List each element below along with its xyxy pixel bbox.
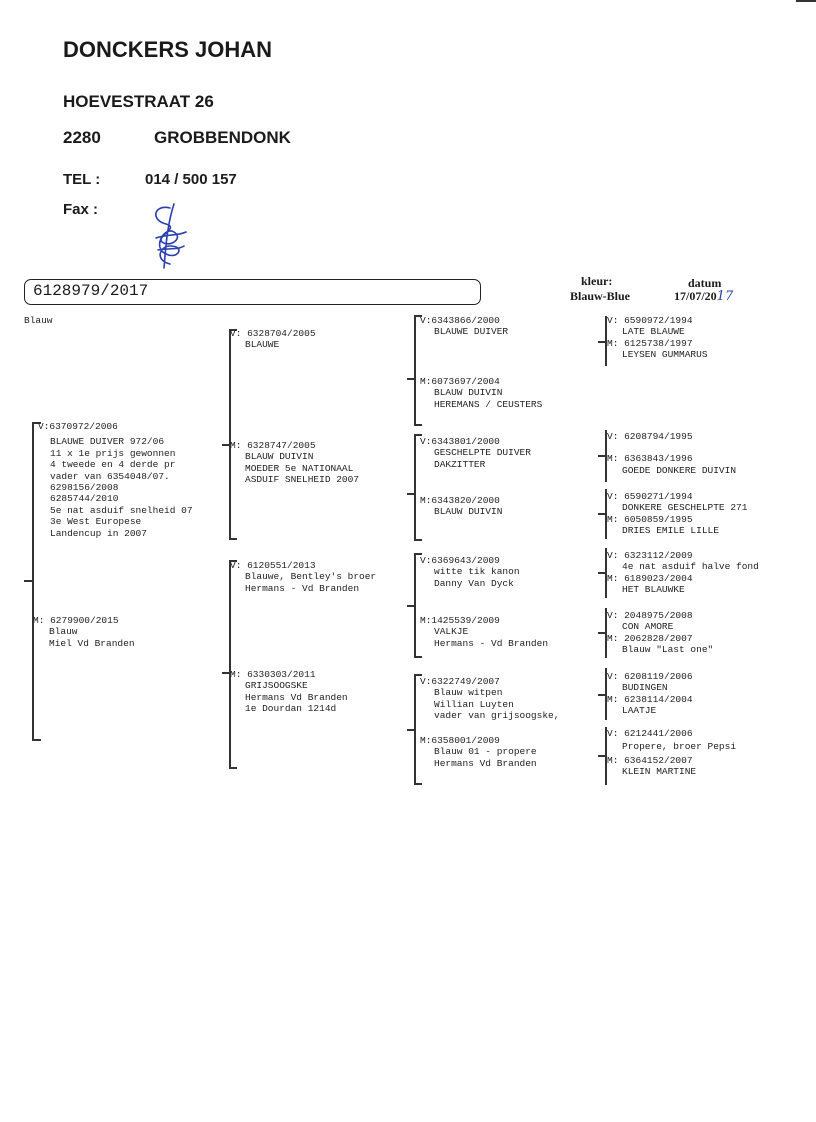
g2-mother-father: V: 6120551/2013 Blauwe, Bentley's broer Hermans - Vd Branden — [230, 560, 377, 594]
bracket-g3-2-vertical — [414, 434, 416, 540]
bracket-g4-4-mid — [598, 572, 606, 574]
g4-block-6: V: 6208119/2006 BUDINGEN M: 6238114/2004 LAATJE — [607, 671, 693, 717]
bracket-g3-3-bottom — [414, 656, 422, 658]
g3-entry-2: M:6073697/2004 BLAUW DUIVIN HEREMANS / CEUSTERS — [420, 376, 543, 410]
g3-entry-6: M:1425539/2009 VALKJE Hermans - Vd Branden — [420, 615, 549, 649]
bracket-g3-1-bottom — [414, 424, 422, 426]
bracket-g3-2-bottom — [414, 539, 422, 541]
g4-block-2: V: 6208794/1995 M: 6363843/1996 GOEDE DONKERE DUIVIN — [607, 431, 737, 476]
bracket-g2a-mid — [222, 444, 230, 446]
g3-entry-8: M:6358001/2009 Blauw 01 - propere Hermans Vd Branden — [420, 735, 537, 769]
g4-block-7: V: 6212441/2006 Propere, broer Pepsi M: 6364152/2007 KLEIN MARTINE — [607, 728, 737, 778]
ring-number: 6128979/2017 — [33, 282, 149, 300]
bracket-g2a-vertical — [229, 329, 231, 539]
bracket-g3-3-mid — [407, 605, 415, 607]
bracket-g3-2-mid — [407, 493, 415, 495]
g2-father-father: V: 6328704/2005 BLAUWE — [230, 328, 316, 351]
bracket-g3-4-mid — [407, 729, 415, 731]
g4-block-3: V: 6590271/1994 DONKERE GESCHELPTE 271 M: 6050859/1995 DRIES EMILE LILLE — [607, 491, 748, 537]
g4-block-1: V: 6590972/1994 LATE BLAUWE M: 6125738/1997 LEYSEN GUMMARUS — [607, 315, 708, 361]
tel-label: TEL : — [63, 171, 101, 188]
bracket-g4-5-mid — [598, 632, 606, 634]
g3-entry-3: V:6343801/2000 GESCHELPTE DUIVER DAKZITTER — [420, 436, 531, 470]
bracket-g3-1-vertical — [414, 315, 416, 425]
g3-entry-1: V:6343866/2000 BLAUWE DUIVER — [420, 315, 509, 338]
datum-label: datum — [688, 276, 722, 290]
bracket-g2b-bottom — [229, 767, 237, 769]
owner-city: GROBBENDONK — [154, 128, 291, 147]
tel-value: 014 / 500 157 — [145, 171, 237, 188]
bracket-g4-3-mid — [598, 513, 606, 515]
fax-label: Fax : — [63, 201, 99, 218]
owner-street: HOEVESTRAAT 26 — [63, 92, 214, 111]
datum-printed: 17/07/20 — [674, 289, 717, 303]
bracket-g4-2-mid — [598, 455, 606, 457]
datum-value — [674, 289, 733, 304]
bracket-g2b-mid — [222, 672, 230, 674]
bracket-g1-mid — [24, 580, 33, 582]
g1-mother: M: 6279900/2015 Blauw Miel Vd Branden — [33, 615, 135, 649]
kleur-label: kleur: — [581, 274, 613, 288]
g3-entry-7: V:6322749/2007 Blauw witpen Willian Luyten vader van grijsoogske, — [420, 676, 560, 722]
owner-postal-code: 2280 — [63, 128, 101, 147]
pigeon-color: Blauw — [24, 315, 53, 326]
g4-block-5: V: 2048975/2008 CON AMORE M: 2062828/2007 Blauw "Last one" — [607, 610, 714, 656]
signature — [140, 198, 200, 270]
datum-handwritten: 17 — [716, 289, 734, 304]
bracket-g3-4-bottom — [414, 783, 422, 785]
bracket-g2a-bottom — [229, 538, 237, 540]
g3-entry-5: V:6369643/2009 witte tik kanon Danny Van Dyck — [420, 555, 520, 589]
scan-edge-mark — [796, 0, 816, 2]
bracket-g1-bottom — [32, 739, 41, 741]
kleur-value: Blauw-Blue — [570, 289, 631, 303]
owner-name: DONCKERS JOHAN — [63, 37, 273, 62]
g3-entry-4: M:6343820/2000 BLAUW DUIVIN — [420, 495, 503, 518]
bracket-g4-1-mid — [598, 341, 606, 343]
g4-block-4: V: 6323112/2009 4e nat asduif halve fond M: 6189023/2004 HET BLAUWKE — [607, 550, 759, 596]
g2-mother-mother: M: 6330303/2011 GRIJSOOGSKE Hermans Vd Branden 1e Dourdan 1214d — [230, 669, 348, 715]
bracket-g3-1-mid — [407, 378, 415, 380]
g1-father: V:6370972/2006 BLAUWE DUIVER 972/06 11 x 1e prijs gewonnen 4 tweede en 4 derde pr vader van 6354048/07. 6298156/2008 6285744/2010 5e nat asduif snelheid 07 3e West Europese Landencup in 2007 — [38, 421, 193, 539]
bracket-g4-6-mid — [598, 694, 606, 696]
g2-father-mother: M: 6328747/2005 BLAUW DUIVIN MOEDER 5e NATIONAAL ASDUIF SNELHEID 2007 — [230, 440, 360, 486]
bracket-g4-7-mid — [598, 755, 606, 757]
